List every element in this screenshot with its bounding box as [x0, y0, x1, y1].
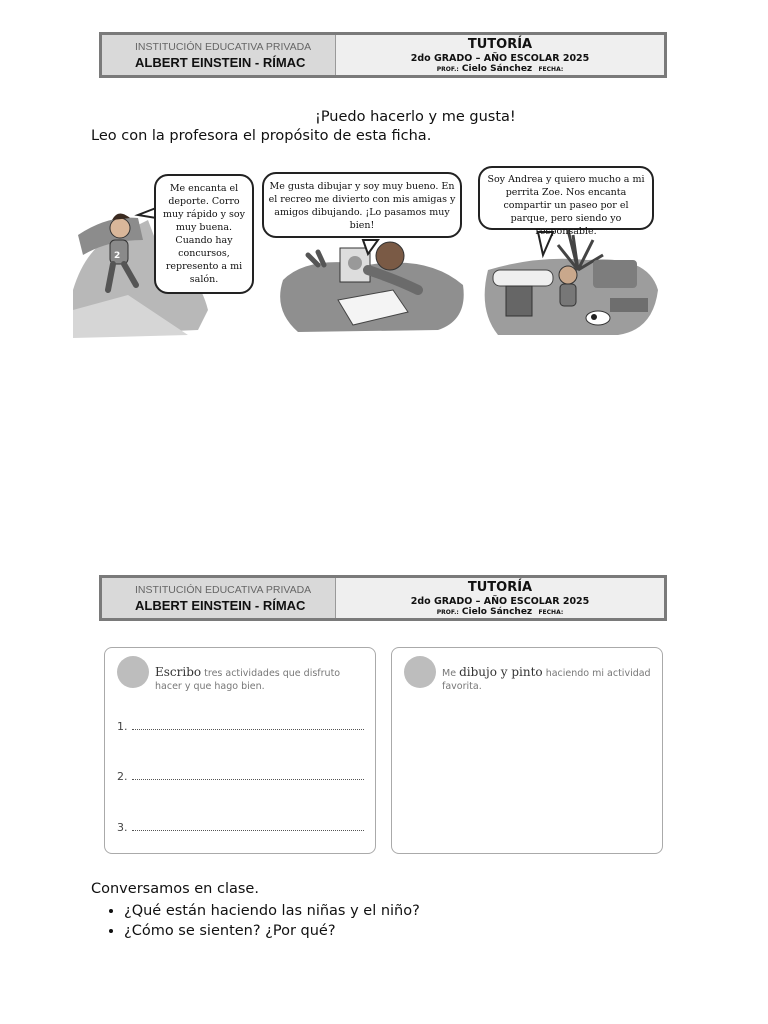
painter-avatar-icon [404, 656, 436, 688]
question-item: • ¿Qué están haciendo las niñas y el niño? [124, 901, 420, 921]
header-box [99, 32, 667, 78]
subject-title: TUTORÍA [467, 37, 533, 52]
header-subject-block-2 [336, 578, 664, 618]
header-school-block [102, 35, 336, 75]
header-subject-block [336, 35, 664, 75]
writing-prompt [155, 666, 365, 693]
prof-name: Cielo Sánchez [461, 64, 533, 74]
institution-label: INSTITUCIÓN EDUCATIVA PRIVADA [135, 41, 312, 53]
comic-strip [68, 160, 693, 346]
grade-line: 2do GRADO – AÑO ESCOLAR 2025 [410, 53, 590, 64]
page-heading: ¡Puedo hacerlo y me gusta! [315, 109, 516, 125]
writing-card [104, 647, 376, 854]
drawing-instruction: haciendo mi actividad favorita. [442, 668, 651, 692]
answer-line-3[interactable]: 3. [117, 821, 364, 834]
drawing-title: dibujo y pinto [459, 665, 543, 679]
answer-line-1[interactable]: 1. [117, 720, 364, 733]
subject-title-2: TUTORÍA [467, 580, 533, 595]
child-avatar-icon [117, 656, 149, 688]
writing-title: Escribo [155, 665, 202, 679]
intro-text: Leo con la profesora el propósito de esta ficha. [91, 128, 432, 144]
speech-bubble-drawer: Me gusta dibujar y soy muy bueno. En el recreo me divierto con mis amigas y amigos dibujando. ¡Lo pasamos muy bien! [262, 172, 462, 238]
header-school-block-2 [102, 578, 336, 618]
header-box-2 [99, 575, 667, 621]
writing-instruction: tres actividades que disfruto hacer y que hago bien. [155, 668, 341, 692]
prof-line: PROF.: Cielo Sánchez FECHA: [436, 64, 564, 74]
question-item: • ¿Cómo se sienten? ¿Por qué? [124, 921, 420, 941]
answer-line-2[interactable]: 2. [117, 770, 364, 783]
runner-shirt-number: 2 [114, 251, 121, 261]
prof-name-2: Cielo Sánchez [461, 607, 533, 617]
date-label: FECHA: [538, 66, 564, 73]
speech-bubble-runner: Me encanta el deporte. Corro muy rápido y soy muy buena. Cuando hay concursos, represento a mi salón. [154, 174, 254, 294]
school-name: ALBERT EINSTEIN - RÍMAC [135, 55, 306, 70]
school-name-2: ALBERT EINSTEIN - RÍMAC [135, 598, 306, 613]
institution-label-2: INSTITUCIÓN EDUCATIVA PRIVADA [135, 584, 312, 596]
prof-line-2: PROF.: Cielo Sánchez FECHA: [436, 607, 564, 617]
drawing-prompt: Me dibujo y pinto haciendo mi actividad favorita. [442, 665, 651, 692]
drawing-card[interactable] [391, 647, 663, 854]
speech-bubble-andrea: Soy Andrea y quiero mucho a mi perrita Zoe. Nos encanta compartir un paseo por el parque, pero siendo yo responsable. [478, 166, 654, 230]
date-label-2: FECHA: [538, 609, 564, 616]
discussion-questions [90, 901, 420, 941]
discussion-intro: Conversamos en clase. [91, 881, 259, 897]
grade-line-2: 2do GRADO – AÑO ESCOLAR 2025 [410, 596, 590, 607]
